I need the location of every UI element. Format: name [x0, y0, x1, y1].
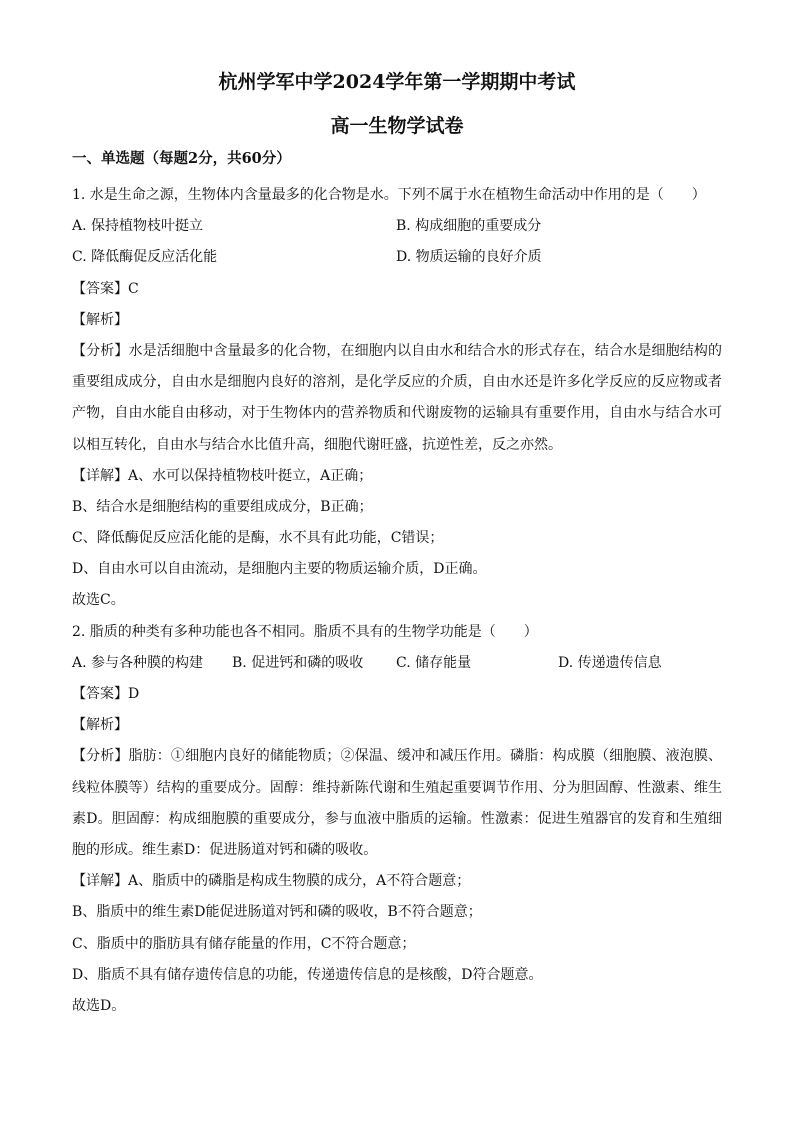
question-1-option-b: B. 构成细胞的重要成分 [396, 218, 542, 235]
question-2-analysis-line: 素D。胆固醇：构成细胞膜的重要成分，参与血液中脂质的运输。性激素：促进生殖器官的发育和生殖细 [72, 810, 722, 827]
question-2-option-a: A. 参与各种膜的构建 [72, 654, 204, 671]
question-2-analysis-line: 线粒体膜等）结构的重要成分。固醇：维持新陈代谢和生殖起重要调节作用、分为胆固醇、性激素、维生 [72, 779, 722, 796]
question-1-stem: 1. 水是生命之源，生物体内含量最多的化合物是水。下列不属于水在植物生命活动中作用的是（ ） [72, 187, 706, 203]
question-1-detail-line: C、降低酶促反应活化能的是酶，水不具有此功能，C错误； [72, 530, 444, 547]
question-1-detail-line: D、自由水可以自由流动，是细胞内主要的物质运输介质，D正确。 [72, 561, 487, 578]
question-2-analysis-line: 胞的形成。维生素D：促进肠道对钙和磷的吸收。 [72, 841, 378, 858]
question-1-analysis-line: 【分析】水是活细胞中含量最多的化合物，在细胞内以自由水和结合水的形式存在，结合水是细胞结构的 [72, 342, 722, 359]
question-2-answer: 【答案】D [72, 686, 140, 702]
question-1-option-d: D. 物质运输的良好介质 [396, 249, 542, 266]
question-2-detail-line: B、脂质中的维生素D能促进肠道对钙和磷的吸收，B不符合题意； [72, 904, 482, 921]
question-1-analysis-line: 重要组成成分，自由水是细胞内良好的溶剂，是化学反应的介质，自由水还是许多化学反应的反应物或者 [72, 374, 722, 391]
question-2-conclusion: 故选D。 [72, 997, 126, 1014]
question-2-detail-line: C、脂质中的脂肪具有储存能量的作用，C不符合题意； [72, 935, 416, 952]
question-1-analysis-line: 以相互转化，自由水与结合水比值升高，细胞代谢旺盛，抗逆性差，反之亦然。 [72, 436, 562, 453]
question-1-option-a: A. 保持植物枝叶挺立 [72, 218, 204, 235]
question-1-option-c: C. 降低酶促反应活化能 [72, 249, 218, 266]
section-heading: 一、单选题（每题2分，共60分） [72, 150, 291, 167]
question-2-option-d: D. 传递遗传信息 [558, 654, 662, 671]
question-1-analysis-line: 产物，自由水能自由移动，对于生物体内的营养物质和代谢废物的运输具有重要作用，自由水与结合水可 [72, 405, 722, 422]
question-2-detail-line: D、脂质不具有储存遗传信息的功能，传递遗传信息的是核酸，D符合题意。 [72, 966, 543, 983]
question-2-option-c: C. 储存能量 [396, 654, 472, 671]
question-1-detail-line: 【详解】A、水可以保持植物枝叶挺立，A正确； [72, 467, 373, 484]
question-2-analysis-line: 【分析】脂肪：①细胞内良好的储能物质；②保温、缓冲和减压作用。磷脂：构成膜（细胞膜、液泡膜、 [72, 748, 722, 765]
question-content [72, 180, 722, 1022]
exam-title: 杭州学军中学2024学年第一学期期中考试 [218, 71, 576, 93]
question-1-options-row-1 [72, 211, 722, 242]
question-2-option-b: B. 促进钙和磷的吸收 [232, 654, 364, 671]
question-2-stem: 2. 脂质的种类有多种功能也各不相同。脂质不具有的生物学功能是（ ） [72, 623, 538, 640]
question-2-detail-line: 【详解】A、脂质中的磷脂是构成生物膜的成分，A不符合题意； [72, 873, 471, 890]
question-1-answer: 【答案】C [72, 280, 139, 297]
question-1-options-row-2 [72, 242, 722, 273]
question-2-options-row [72, 648, 722, 679]
exam-subtitle: 高一生物学试卷 [330, 115, 464, 137]
question-2-analysis-label: 【解析】 [72, 717, 128, 734]
question-1-conclusion: 故选C。 [72, 592, 125, 609]
question-1-detail-line: B、结合水是细胞结构的重要组成成分，B正确； [72, 498, 373, 515]
question-1-analysis-label: 【解析】 [72, 311, 128, 328]
